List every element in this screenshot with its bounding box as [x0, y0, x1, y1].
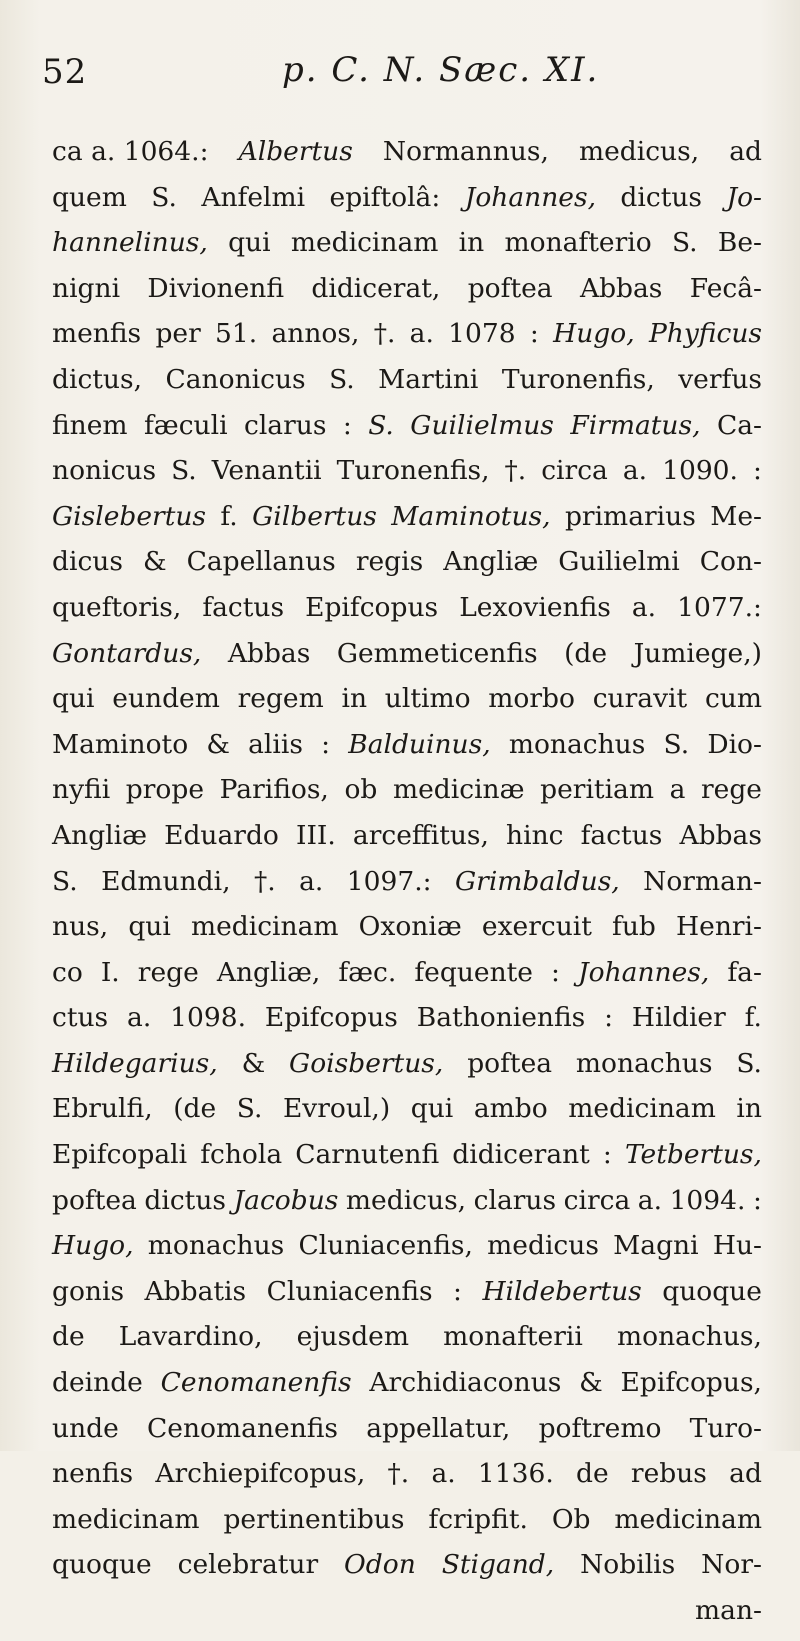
running-head: p. C. N. Sæc. XI. [282, 50, 600, 90]
word: medicinam [290, 227, 439, 259]
text-line [52, 1048, 762, 1094]
word: monafterii [443, 1321, 583, 1353]
word: Turonenfis, [336, 455, 490, 487]
word: Angliæ [443, 546, 539, 578]
word: clarus [243, 409, 327, 441]
italic-name: Gontardus, [52, 637, 202, 669]
word: medicinam [568, 1093, 716, 1125]
word: Edmundi, [101, 865, 231, 897]
word: Dio- [707, 728, 762, 760]
word: poftea [467, 1047, 553, 1079]
word: Ob [551, 1503, 591, 1535]
word: factus [202, 591, 285, 623]
text-line [52, 501, 762, 547]
word: medicus [487, 1230, 599, 1262]
word: Gemmeticenfis [336, 637, 538, 669]
word: a. [409, 318, 434, 350]
body-text [52, 136, 762, 1641]
word: 1090. [662, 455, 738, 487]
text-line [52, 911, 762, 957]
word: : [602, 1139, 612, 1171]
italic-name: Goisbertus, [289, 1047, 444, 1079]
word: Bathonienfis [416, 1002, 586, 1034]
word: Angliæ, [216, 956, 321, 988]
word: a. [431, 1458, 456, 1490]
word: S. [736, 1047, 762, 1079]
word: quem [52, 181, 127, 213]
word: & [579, 1367, 603, 1399]
word: monachus, [617, 1321, 762, 1353]
word: celebratur [177, 1549, 319, 1581]
italic-name: Firmatus, [570, 409, 701, 441]
italic-name: Maminotus, [391, 500, 551, 532]
word: dictus [144, 1184, 226, 1216]
word: peritiam [540, 774, 654, 806]
word: curavit [592, 683, 688, 715]
word: Abbas [227, 637, 311, 669]
text-line [52, 318, 762, 364]
word: ad [729, 136, 762, 167]
word: Guilielmi [558, 546, 680, 578]
word: circa [541, 455, 608, 487]
text-line [52, 1230, 762, 1276]
text-line [52, 1549, 762, 1595]
word: monachus [147, 1230, 285, 1262]
word: & [142, 546, 167, 578]
text-line [52, 1093, 762, 1139]
text-line [52, 273, 762, 319]
word: Fecâ- [689, 272, 762, 304]
word: eundem [112, 683, 220, 715]
word: I. [100, 956, 120, 988]
word: verfus [678, 363, 762, 395]
word: Turonenfis, [501, 363, 655, 395]
word: Eduardo [164, 819, 279, 851]
italic-name: Gislebertus [52, 500, 207, 532]
word: Henri- [676, 911, 762, 943]
text-line [52, 957, 762, 1003]
italic-name: Hildegarius, [52, 1047, 218, 1079]
italic-name: Tetbertus, [624, 1139, 762, 1171]
word: dictus, [52, 363, 143, 395]
word: S. [663, 728, 690, 760]
text-line [52, 866, 762, 912]
word: in [736, 1093, 762, 1125]
word: poftea [52, 1184, 137, 1216]
word: nigni [52, 272, 121, 304]
text-line [52, 638, 762, 684]
word: Cenomanenfis [147, 1412, 339, 1444]
text-line [52, 1002, 762, 1048]
word: gonis [52, 1275, 125, 1307]
word: nyfii [52, 774, 111, 806]
word: nenfis [52, 1458, 134, 1490]
word: a. [127, 1002, 152, 1034]
word: S. [671, 227, 698, 259]
word: : [604, 1002, 614, 1034]
word: fæc. [338, 956, 397, 988]
word: circa [563, 1184, 631, 1216]
word: Martini [378, 363, 479, 395]
word: S. [236, 1093, 263, 1125]
word: Be- [717, 227, 762, 259]
word: clarus [473, 1184, 557, 1216]
text-line [52, 1321, 762, 1367]
word: Canonicus [165, 363, 306, 395]
word: 1078 [448, 318, 516, 350]
text-line [52, 546, 762, 592]
text-line [52, 410, 762, 456]
word: Hildier [631, 1002, 726, 1034]
word: III. [295, 819, 336, 851]
text-line [52, 227, 762, 273]
italic-name: Balduinus, [348, 728, 491, 760]
word: morbo [488, 683, 575, 715]
text-line [52, 182, 762, 228]
word: medicus, [345, 1184, 467, 1216]
word: rege [700, 774, 762, 806]
word: rebus [630, 1458, 707, 1490]
word: man- [695, 1595, 762, 1626]
word: Lexovienfis [459, 591, 611, 623]
italic-name: Albertus [238, 136, 353, 167]
word: S. [329, 363, 355, 395]
word: S. [171, 455, 197, 487]
text-line [52, 1413, 762, 1459]
word: finem [52, 409, 128, 441]
italic-name: hannelinus, [52, 227, 208, 259]
word: Normannus, [382, 136, 549, 167]
word: fub [612, 911, 656, 943]
word: poftea [467, 272, 553, 304]
word: †. [373, 318, 396, 350]
word: fequente [414, 956, 533, 988]
word: Maminoto [52, 728, 189, 760]
italic-name: Jacobus [233, 1184, 339, 1216]
word: f. [220, 500, 238, 532]
word: f. [744, 1002, 762, 1034]
word: Nor- [701, 1549, 762, 1581]
word: qui [52, 683, 95, 715]
word: Turo- [689, 1412, 762, 1444]
word: 1097.: [346, 865, 432, 897]
word: & [241, 1047, 266, 1079]
page-number: 52 [42, 52, 88, 92]
word: monachus [508, 728, 646, 760]
word: : [342, 409, 352, 441]
word: Carnutenfi [295, 1139, 440, 1171]
word: Epifcopus, [620, 1367, 762, 1399]
word: 1094. [669, 1184, 746, 1216]
word: arceffitus, [352, 819, 489, 851]
italic-name: Jo- [726, 181, 762, 213]
word: 1136. [477, 1458, 554, 1490]
word: Abbatis [144, 1275, 247, 1307]
word: Nobilis [580, 1549, 676, 1581]
italic-name: S. [368, 409, 394, 441]
word: annos, [271, 318, 360, 350]
word: †. [387, 1458, 410, 1490]
word: cum [704, 683, 762, 715]
word: ejusdem [296, 1321, 409, 1353]
word: monafterio [504, 227, 652, 259]
word: hinc [506, 819, 564, 851]
word: a. [299, 865, 324, 897]
word: 1077.: [677, 591, 762, 623]
text-line [52, 1185, 762, 1231]
text-line [52, 592, 762, 638]
word: epiftolâ: [329, 181, 441, 213]
word: Ebrulfi, [52, 1093, 153, 1125]
word: medicus, [578, 136, 700, 167]
word: poftremo [538, 1412, 662, 1444]
word: rege [137, 956, 199, 988]
word: Cluniacenfis, [298, 1230, 473, 1262]
word: Hu- [712, 1230, 762, 1262]
text-line [52, 136, 762, 182]
italic-name: Hugo, [553, 318, 635, 350]
word: ultimo [384, 683, 471, 715]
text-line [52, 1367, 762, 1413]
italic-name: Grimbaldus, [454, 865, 620, 897]
word: didicerat, [311, 272, 441, 304]
word: a. [637, 1184, 663, 1216]
word: ambo [473, 1093, 548, 1125]
word: co [52, 956, 83, 988]
word: didicerant [452, 1139, 590, 1171]
word: ad [729, 1458, 762, 1490]
word: fcripfit. [428, 1503, 528, 1535]
word: Me- [710, 500, 762, 532]
text-line [52, 364, 762, 410]
word: nonicus [52, 455, 157, 487]
text-line [52, 683, 762, 729]
italic-name: Guilielmus [410, 409, 554, 441]
italic-name: Hugo, [52, 1230, 134, 1262]
text-line [52, 729, 762, 775]
word: de [576, 1458, 609, 1490]
word: : [752, 455, 762, 487]
word: (de [173, 1093, 217, 1125]
word: qui [228, 227, 271, 259]
word: menfis [52, 318, 142, 350]
italic-name: Phyficus [648, 318, 762, 350]
text-line [52, 1458, 762, 1504]
word: quoque [52, 1549, 152, 1581]
word: factus [580, 819, 663, 851]
word: : [529, 318, 539, 350]
word: S. [151, 181, 177, 213]
page-header [0, 50, 800, 110]
italic-name: Stigand, [441, 1549, 555, 1581]
word: : [752, 1184, 762, 1216]
word: (de [564, 637, 608, 669]
word: †. [504, 455, 527, 487]
text-line [52, 820, 762, 866]
text-line [52, 455, 762, 501]
word: queftoris, [52, 591, 182, 623]
text-line [52, 1139, 762, 1185]
word: per [155, 318, 201, 350]
word: Abbas [579, 272, 663, 304]
word: ob [344, 774, 378, 806]
word: qui [410, 1093, 454, 1125]
word: fa- [727, 956, 762, 988]
word: Archidiaconus [369, 1367, 562, 1399]
word: regis [355, 546, 424, 578]
word: 51. [215, 318, 258, 350]
word: dictus [620, 181, 703, 213]
word: a [669, 774, 686, 806]
word: nus, [52, 911, 109, 943]
word: aliis [248, 728, 303, 760]
word: Capellanus [186, 546, 336, 578]
word: fchola [200, 1139, 283, 1171]
word: medicinæ [392, 774, 525, 806]
word: in [341, 683, 368, 715]
word: & [206, 728, 230, 760]
word: : [453, 1275, 462, 1307]
word: Ca- [716, 409, 762, 441]
word: appellatur, [366, 1412, 511, 1444]
text-line [52, 774, 762, 820]
word: Magni [613, 1230, 699, 1262]
word: unde [52, 1412, 119, 1444]
word: Cluniacenfis [266, 1275, 433, 1307]
word: Parifios, [219, 774, 329, 806]
word: qui [128, 911, 171, 943]
word: †. [253, 865, 276, 897]
word: Epifcopus [305, 591, 439, 623]
word: fæculi [143, 409, 228, 441]
italic-name: Hildebertus [482, 1275, 642, 1307]
word: Anfelmi [201, 181, 306, 213]
word: dicus [52, 546, 123, 578]
italic-name: Johannes, [464, 181, 596, 213]
word: prope [125, 774, 205, 806]
word: ca a. 1064.: [52, 136, 209, 167]
word: Con- [699, 546, 762, 578]
word: Evroul,) [282, 1093, 391, 1125]
text-line [52, 1504, 762, 1550]
word: : [321, 728, 331, 760]
word: regem [237, 683, 324, 715]
word: pertinentibus [223, 1503, 405, 1535]
word: monachus [575, 1047, 713, 1079]
word: Lavardino, [118, 1321, 263, 1353]
word: Archiepifcopus, [155, 1458, 366, 1490]
word: ctus [52, 1002, 109, 1034]
word: primarius [564, 500, 696, 532]
word: Venantii [211, 455, 322, 487]
word: in [458, 227, 485, 259]
italic-name: Gilbertus [252, 500, 377, 532]
word: : [551, 956, 560, 988]
text-line [52, 1595, 762, 1641]
italic-name: Johannes, [578, 956, 710, 988]
word: deinde [52, 1367, 143, 1399]
word: exercuit [481, 911, 592, 943]
word: a. [631, 591, 657, 623]
italic-name: Cenomanenfis [160, 1367, 352, 1399]
word: S. [52, 865, 78, 897]
word: Abbas [679, 819, 762, 851]
word: Epifcopus [264, 1002, 398, 1034]
word: Norman- [643, 865, 762, 897]
word: de [52, 1321, 85, 1353]
italic-name: Odon [344, 1549, 416, 1581]
word: medicinam [190, 911, 339, 943]
word: Oxoniæ [358, 911, 462, 943]
word: Jumiege,) [633, 637, 762, 669]
word: quoque [662, 1275, 762, 1307]
word: Epifcopali [52, 1139, 188, 1171]
text-line [52, 1276, 762, 1322]
word: medicinam [52, 1503, 200, 1535]
word: Divionenfi [147, 272, 285, 304]
word: Angliæ [52, 819, 148, 851]
word: 1098. [170, 1002, 246, 1034]
word: a. [622, 455, 648, 487]
word: medicinam [614, 1503, 762, 1535]
